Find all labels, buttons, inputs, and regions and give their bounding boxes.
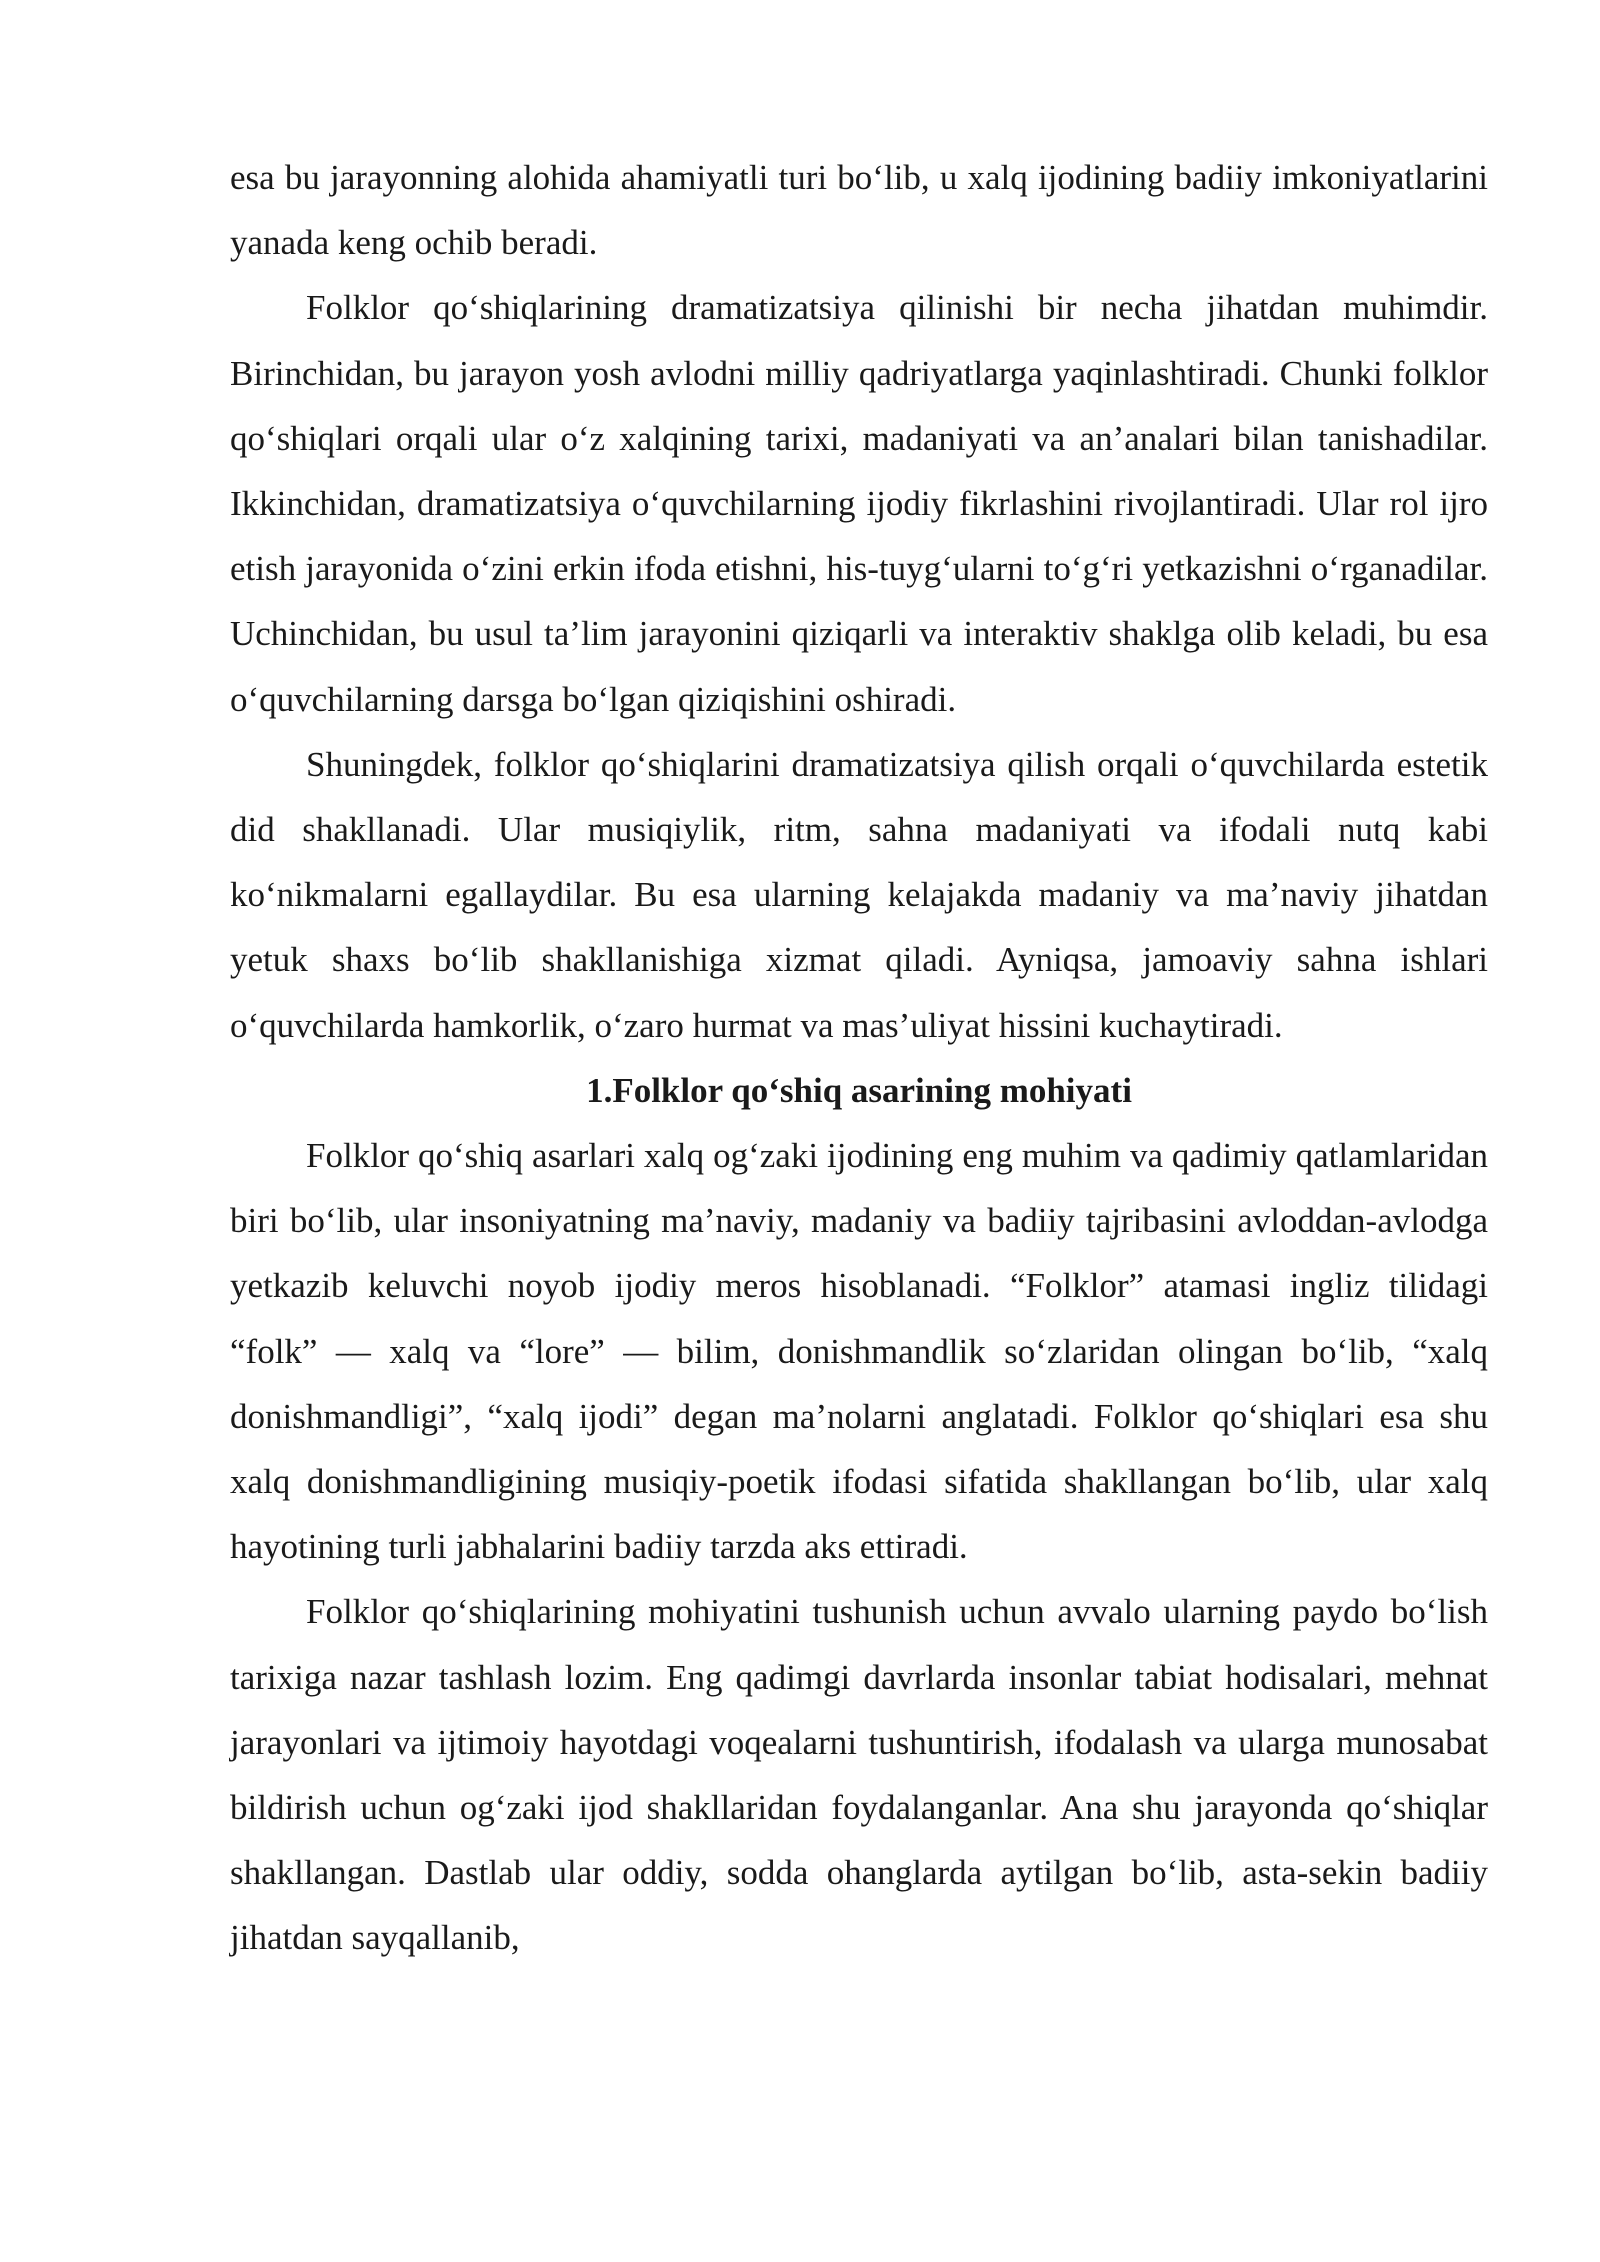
paragraph-folklore-definition: Folklor qo‘shiq asarlari xalq og‘zaki ijodining eng muhim va qadimiy qatlamlaridan biri bo‘lib, ular insoniyatning ma’naviy, madaniy va badiiy tajribasini avloddan-avlodga yetkazib keluvchi noyob ijodiy meros hisoblanadi. “Folklor” atamasi ingliz tilidagi “folk” — xalq va “lore” — bilim, donishmandlik so‘zlaridan olingan bo‘lib, “xalq donishmandligi”, “xalq ijodi” degan ma’nolarni anglatadi. Folklor qo‘shiqlari esa shu xalq donishmandligining musiqiy-poetik ifodasi sifatida shakllangan bo‘lib, ular xalq hayotining turli jabhalarini badiiy tarzda aks ettiradi.	[230, 1136, 1488, 1567]
paragraph-importance: Folklor qo‘shiqlarining dramatizatsiya qilinishi bir necha jihatdan muhimdir. Birinchidan, bu jarayon yosh avlodni milliy qadriyatlarga yaqinlashtiradi. Chunki folklor qo‘shiqlari orqali ular o‘z xalqining tarixi, madaniyati va an’analari bilan tanishadilar. Ikkinchidan, dramatizatsiya o‘quvchilarning ijodiy fikrlashini rivojlantiradi. Ular rol ijro etish jarayonida o‘zini erkin ifoda etishni, his-tuyg‘ularni to‘g‘ri yetkazishni o‘rganadilar. Uchinchidan, bu usul ta’lim jarayonini qiziqarli va interaktiv shaklga olib keladi, bu esa o‘quvchilarning darsga bo‘lgan qiziqishini oshiradi.	[230, 288, 1488, 719]
section-heading: 1.Folklor qo‘shiq asarining mohiyati	[586, 1070, 1132, 1110]
paragraph-aesthetic: Shuningdek, folklor qo‘shiqlarini dramatizatsiya qilish orqali o‘quvchilarda estetik did shakllanadi. Ular musiqiylik, ritm, sahna madaniyati va ifodali nutq kabi ko‘nikmalarni egallaydilar. Bu esa ularning kelajakda madaniy va ma’naviy jihatdan yetuk shaxs bo‘lib shakllanishiga xizmat qiladi. Ayniqsa, jamoaviy sahna ishlari o‘quvchilarda hamkorlik, o‘zaro hurmat va mas’uliyat hissini kuchaytiradi.	[230, 744, 1488, 1045]
document-page	[230, 145, 1488, 1971]
paragraph-folklore-origin: Folklor qo‘shiqlarining mohiyatini tushunish uchun avvalo ularning paydo bo‘lish tarixiga nazar tashlash lozim. Eng qadimgi davrlarda insonlar tabiat hodisalari, mehnat jarayonlari va ijtimoiy hayotdagi voqealarni tushuntirish, ifodalash va ularga munosabat bildirish uchun og‘zaki ijod shakllaridan foydalanganlar. Ana shu jarayonda qo‘shiqlar shakllangan. Dastlab ular oddiy, sodda ohanglarda aytilgan bo‘lib, asta-sekin badiiy jihatdan sayqallanib,	[230, 1592, 1488, 1958]
paragraph-continuation: esa bu jarayonning alohida ahamiyatli turi bo‘lib, u xalq ijodining badiiy imkoniyatlarini yanada keng ochib beradi.	[230, 158, 1488, 263]
